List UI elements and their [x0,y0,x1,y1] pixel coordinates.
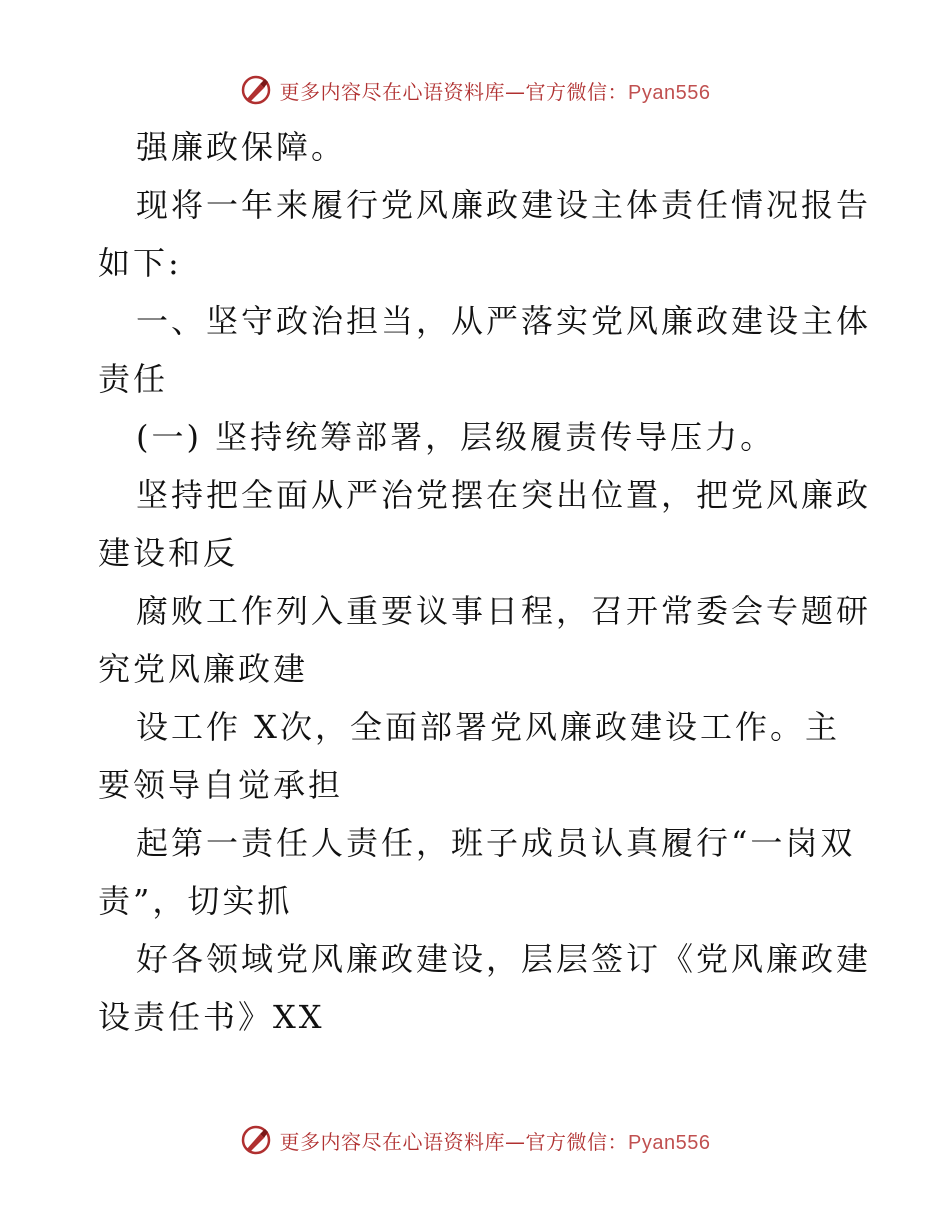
text-line: 起第一责任人责任，班子成员认真履行“一岗双 [136,824,856,862]
watermark-wechat-id: Pyan556 [628,81,711,104]
text-line: 强廉政保障。 [136,128,347,166]
text-line: 坚持把全面从严治党摆在突出位置，把党风廉政 [136,476,872,514]
pen-logo-icon [240,1124,272,1156]
watermark-text-cn: 更多内容尽在心语资料库—官方微信： [279,1129,629,1154]
subsection-heading: (一) 坚持统筹部署，层级履责传导压力。 [136,418,776,456]
header-watermark [0,70,950,110]
watermark-text [280,1126,711,1155]
document-body [98,118,872,1046]
watermark-wechat-id: Pyan556 [628,1131,711,1154]
text-line: 设工作 X次，全面部署党风廉政建设工作。主 [136,708,840,746]
pen-logo-icon [240,74,272,106]
text-line: 究党风廉政建 [98,650,309,688]
text-line: 责”，切实抓 [98,882,293,920]
text-line: 好各领域党风廉政建设，层层签订《党风廉政建 [136,940,872,978]
text-line: 设责任书》XX [98,998,325,1036]
footer-watermark [0,1120,950,1160]
watermark-text [280,76,711,105]
watermark-text-cn: 更多内容尽在心语资料库—官方微信： [279,79,629,104]
text-line: 腐败工作列入重要议事日程，召开常委会专题研 [136,592,872,630]
text-line: 要领导自觉承担 [98,766,344,804]
text-line: 如下: [98,244,182,282]
text-line: 建设和反 [98,534,239,572]
section-heading: 一、坚守政治担当，从严落实党风廉政建设主体 [136,302,872,340]
text-line: 现将一年来履行党风廉政建设主体责任情况报告 [136,186,872,224]
section-heading-continued: 责任 [98,360,169,398]
